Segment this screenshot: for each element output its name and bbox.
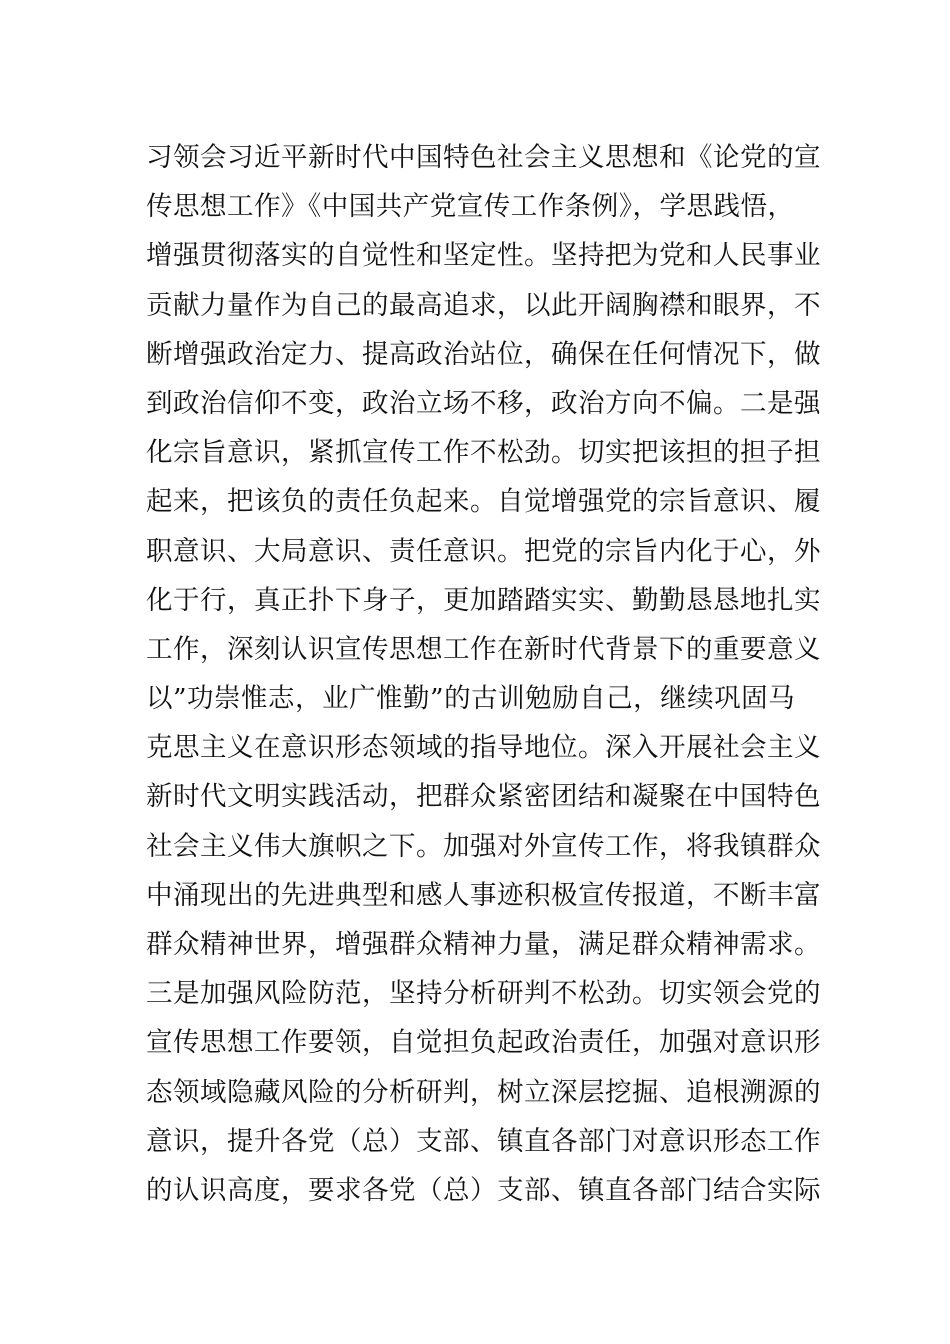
text-line: 态领域隐藏风险的分析研判，树立深层挖掘、追根溯源的 [146,1076,821,1108]
text-line: 工作，深刻认识宣传思想工作在新时代背景下的重要意义 [146,633,821,665]
text-line: 化宗旨意识，紧抓宣传工作不松劲。切实把该担的担子担 [146,437,821,469]
text-line: 中涌现出的先进典型和感人事迹积极宣传报道，不断丰富 [146,879,821,911]
text-line: 社会主义伟大旗帜之下。加强对外宣传工作，将我镇群众 [146,830,821,862]
text-line: 意识，提升各党（总）支部、镇直各部门对意识形态工作 [146,1125,821,1157]
text-line: 习领会习近平新时代中国特色社会主义思想和《论党的宣 [146,142,821,173]
text-line: 的认识高度，要求各党（总）支部、镇直各部门结合实际 [146,1174,821,1206]
text-line: 化于行，真正扑下身子，更加踏踏实实、勤勤恳恳地扎实 [146,584,821,616]
text-line: 职意识、大局意识、责任意识。把党的宗旨内化于心，外 [146,535,821,567]
text-line: 以”功崇惟志，业广惟勤”的古训勉励自己，继续巩固马 [146,683,796,715]
text-line: 到政治信仰不变，政治立场不移，政治方向不偏。二是强 [146,387,821,419]
text-line: 克思主义在意识形态领域的指导地位。深入开展社会主义 [146,732,821,764]
text-line: 新时代文明实践活动，把群众紧密团结和凝聚在中国特色 [146,781,821,813]
text-line: 贡献力量作为自己的最高追求，以此开阔胸襟和眼界，不 [146,289,821,321]
text-line: 增强贯彻落实的自觉性和坚定性。坚持把为党和人民事业 [146,240,821,272]
text-line: 起来，把该负的责任负起来。自觉增强党的宗旨意识、履 [146,486,821,518]
text-line: 三是加强风险防范，坚持分析研判不松劲。切实领会党的 [146,978,821,1010]
text-line: 断增强政治定力、提高政治站位，确保在任何情况下，做 [146,338,821,370]
body-paragraph [146,133,821,1215]
text-line: 群众精神世界，增强群众精神力量，满足群众精神需求。 [146,929,821,960]
text-line: 传思想工作》《中国共产党宣传工作条例》，学思践悟， [146,191,795,223]
text-line: 宣传思想工作要领，自觉担负起政治责任，加强对意识形 [146,1027,821,1059]
